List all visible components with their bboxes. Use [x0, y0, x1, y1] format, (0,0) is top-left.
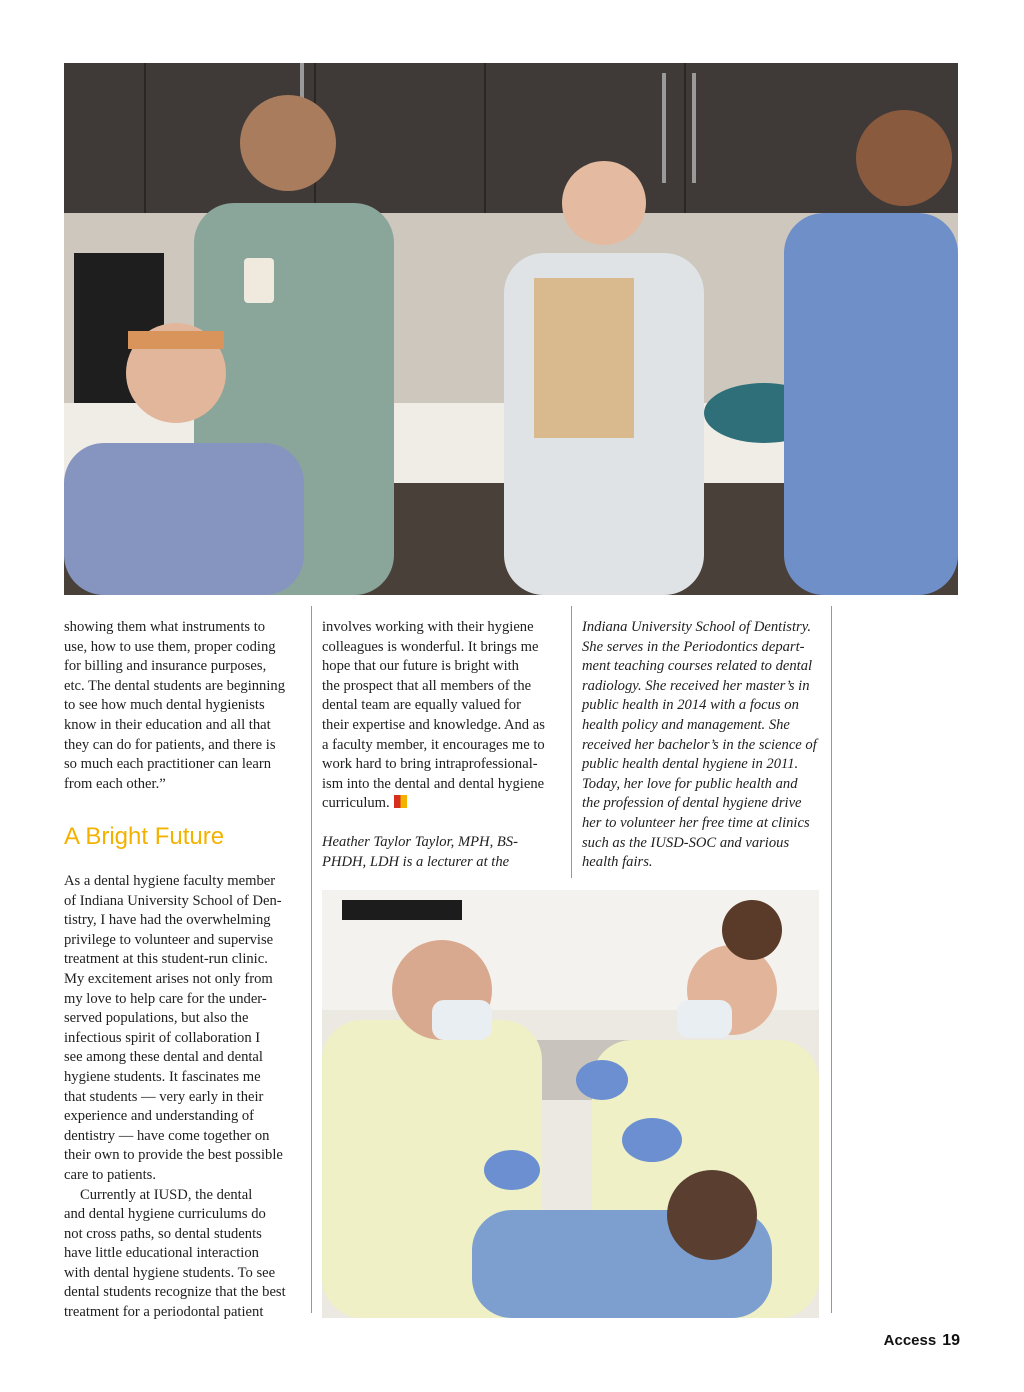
paragraph: As a dental hygiene faculty member of Indiana University School of Den- tistry, I have had the overwhelming privilege to volunteer and supervise treatment at this student-run clinic. My excitement arises not only from my love to help care for the under- served populations, but also the infectious spirit of collaboration I see among these dental and dental hygiene students. It fascinates me that students — very early in their experience and understanding of dentistry — have come together on their own to provide the best possible care to patients.	[64, 873, 283, 1183]
column-1-text	[64, 618, 304, 794]
paragraph: Currently at IUSD, the dental and dental hygiene curriculums do not cross paths, so dental students have little educational interaction with dental hygiene students. To see dental students recognize that the best treatment for a periodontal patient	[64, 1186, 286, 1321]
column-2-text	[322, 618, 564, 872]
page-number: 19	[942, 1332, 960, 1349]
author-byline: Heather Taylor Taylor, MPH, BS- PHDH, LDH is a lecturer at the	[322, 833, 518, 870]
photo-students-with-instructor	[64, 63, 958, 595]
photo-dental-treatment	[322, 890, 819, 1318]
magazine-name: Access	[883, 1332, 937, 1349]
paragraph: showing them what instruments to use, how to use them, proper coding for billing and insurance purposes, etc. The dental students are beginning to see how much dental hygienists know in their education and all that they can do for patients, and there is so much each practitioner can learn from each other.”	[64, 619, 286, 792]
column-rule	[311, 606, 312, 1313]
author-bio	[582, 618, 822, 873]
column-rule	[571, 606, 572, 878]
end-of-article-icon	[394, 795, 407, 808]
column-rule	[831, 606, 832, 1313]
paragraph: involves working with their hygiene colleagues is wonderful. It brings me hope that our future is bright with the prospect that all members of the dental team are equally valued for their expertise and knowledge. And as a faculty member, it encourages me to work hard to bring intraprofessional- ism into the dental and dental hygiene curriculum.	[322, 619, 545, 812]
section-heading: A Bright Future	[64, 823, 225, 850]
column-1-section-text	[64, 872, 304, 1323]
page-footer	[884, 1332, 960, 1350]
paragraph: Indiana University School of Dentistry. She serves in the Periodontics depart- ment teaching courses related to dental radiology. She received her master’s in public health in 2014 with a focus on health policy and management. She received her bachelor’s in the science of public health dental hygiene in 2011. Today, her love for public health and the profession of dental hygiene drive her to volunteer her free time at clinics such as the IUSD-SOC and various health fairs.	[582, 619, 817, 871]
